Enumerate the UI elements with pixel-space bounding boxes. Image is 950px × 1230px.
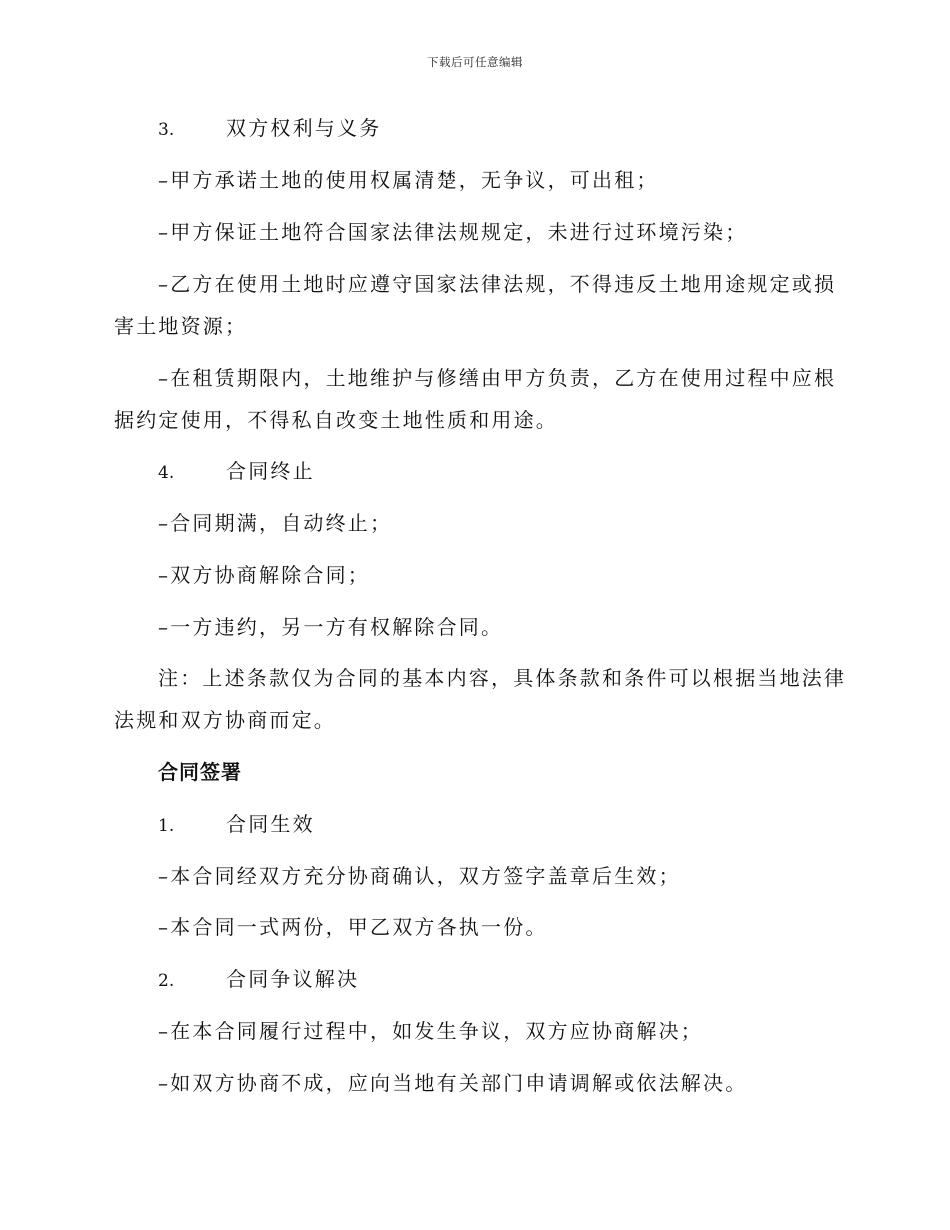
- signing-1-item-1: –本合同经双方充分协商确认，双方签字盖章后生效；: [158, 864, 681, 888]
- section-3-title: 双方权利与义务: [226, 116, 382, 140]
- signing-1-number: 1.: [158, 816, 175, 836]
- section-4-heading: [158, 457, 888, 487]
- section-4-title: 合同终止: [226, 459, 315, 483]
- section-3-item-1: –甲方承诺土地的使用权属清楚，无争议，可出租；: [158, 168, 659, 192]
- section-4-item-1: –合同期满，自动终止；: [158, 511, 393, 535]
- signing-2-heading: [158, 965, 888, 995]
- section-3-item-4: –在租赁期限内，土地维护与修缮由甲方负责，乙方在使用过程中应根: [158, 366, 837, 390]
- note-line-1: 注：上述条款仅为合同的基本内容，具体条款和条件可以根据当地法律: [158, 666, 847, 690]
- signing-1-title: 合同生效: [226, 812, 315, 836]
- section-3-item-3: –乙方在使用土地时应遵守国家法律法规，不得违反土地用途规定或损: [158, 272, 837, 296]
- section-4-item-2: –双方协商解除合同；: [158, 563, 370, 587]
- signing-1-heading: [158, 810, 888, 840]
- signing-2-number: 2.: [158, 971, 175, 991]
- note-line-2: 法规和双方协商而定。: [114, 708, 336, 732]
- section-3-item-2: –甲方保证土地符合国家法律法规规定，未进行过环境污染；: [158, 220, 748, 244]
- section-3-item-3-cont: 害土地资源；: [114, 314, 248, 338]
- signing-2-item-1: –在本合同履行过程中，如发生争议，双方应协商解决；: [158, 1019, 703, 1043]
- section-4-number: 4.: [158, 463, 175, 483]
- signing-1-item-2: –本合同一式两份，甲乙双方各执一份。: [158, 915, 548, 939]
- signing-2-title: 合同争议解决: [226, 967, 360, 991]
- section-3-heading: [158, 114, 888, 144]
- signing-heading: 合同签署: [158, 760, 242, 784]
- page-header: 下载后可任意编辑: [427, 55, 523, 69]
- section-4-item-3: –一方违约，另一方有权解除合同。: [158, 615, 504, 639]
- section-3-item-4-cont: 据约定使用，不得私自改变土地性质和用途。: [114, 408, 558, 432]
- signing-2-item-2: –如双方协商不成，应向当地有关部门申请调解或依法解决。: [158, 1071, 748, 1095]
- section-3-number: 3.: [158, 120, 175, 140]
